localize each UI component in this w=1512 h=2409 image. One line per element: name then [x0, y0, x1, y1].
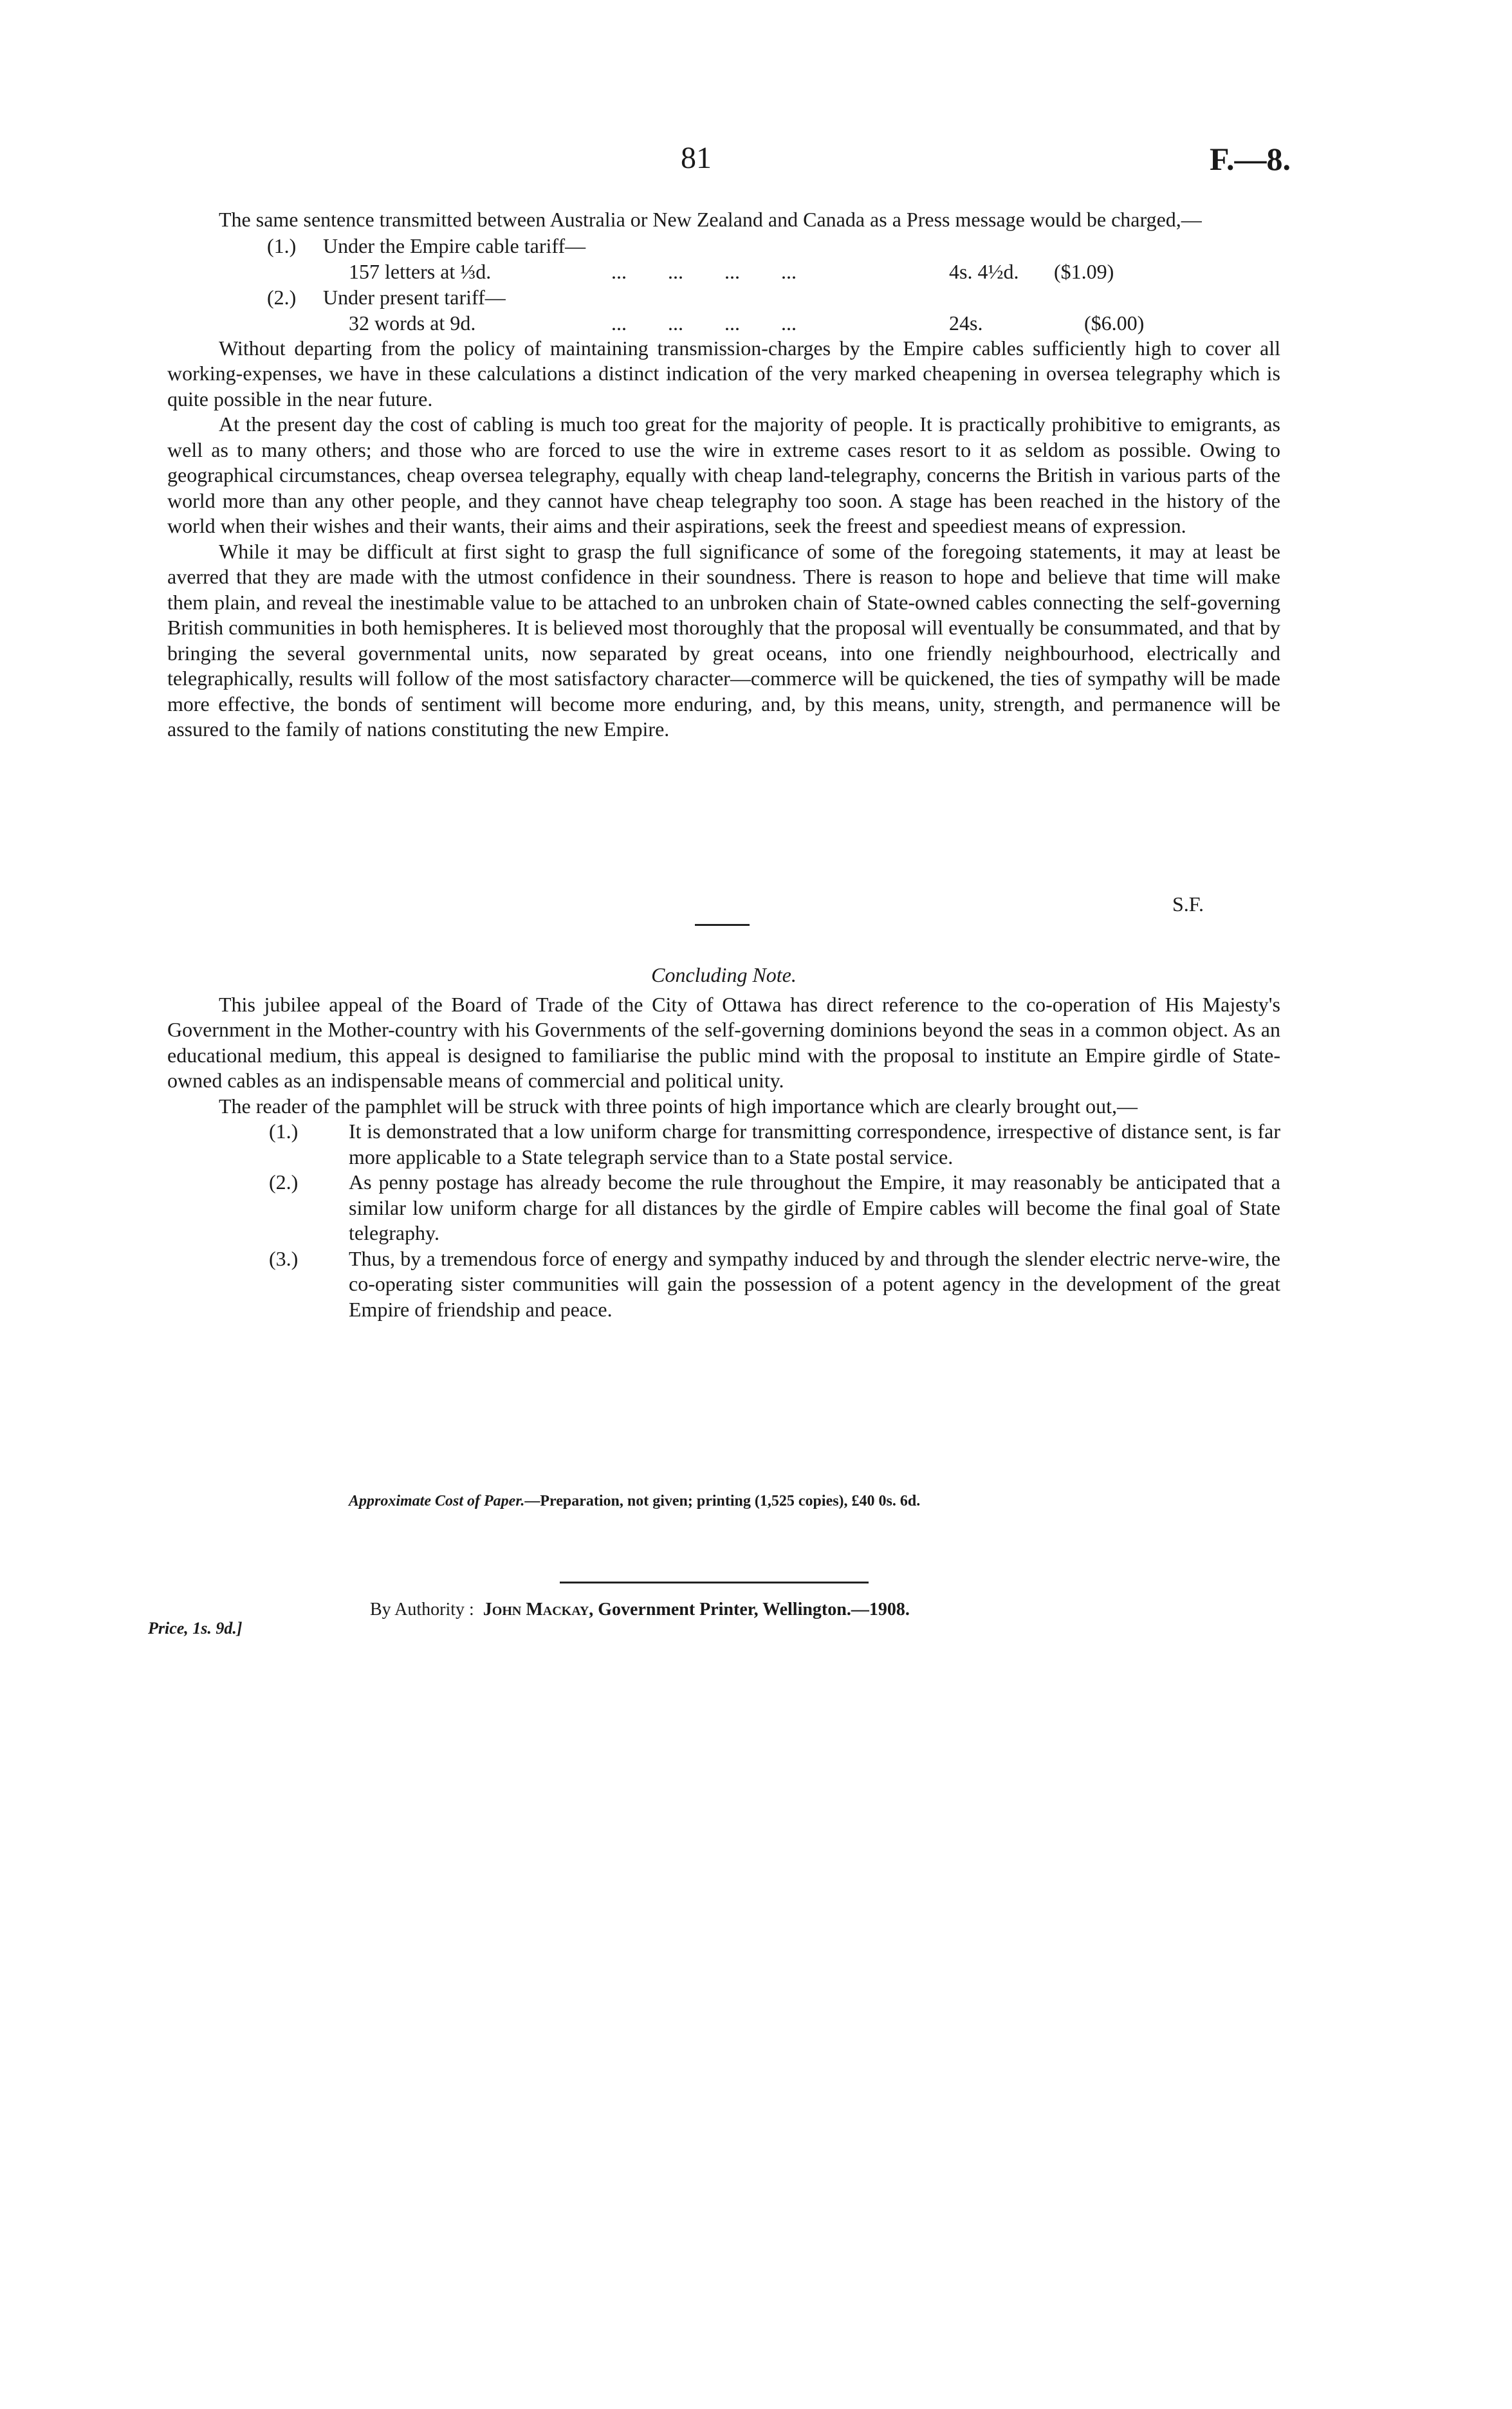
price: Price, 1s. 9d.] [148, 1619, 243, 1638]
cost-note [349, 1493, 920, 1510]
tariff-1-amount: 4s. 4½d. [949, 259, 1019, 283]
list-number: (1.) [269, 1120, 299, 1143]
tariff-2-detail: 32 words at 9d. [349, 311, 476, 335]
tariff-2-label: Under present tariff— [323, 285, 506, 309]
list-number: (3.) [269, 1246, 299, 1270]
document-reference: F.—8. [1210, 141, 1291, 177]
tariff-2-dollars: ($6.00) [1084, 311, 1145, 335]
list-item [167, 1170, 1280, 1246]
list-text: Thus, by a tremendous force of energy and sympathy induced by and through the slender electric nerve-wire, the co-operating sister communities will gain the possession of a potent agency in the development of the great Empire of friendship and peace. [349, 1246, 1280, 1321]
tariff-2-number: (2.) [267, 285, 297, 309]
intro-section [167, 207, 1280, 743]
concluding-lead: The reader of the pamphlet will be struck with three points of high importance which are clearly brought out,— [219, 1094, 1138, 1118]
concluding-paragraph: This jubilee appeal of the Board of Trade of the City of Ottawa has direct reference to the co-operation of His Majesty's Government in the Mother-country with his Governments of the self-governing dominions beyond the seas in a common object. As an educational medium, this appeal is designed to familiarise the public mind with the proposal to institute an Empire girdle of State-owned cables as an indispensable means of commercial and political unity. [167, 992, 1280, 1092]
list-item [167, 1119, 1280, 1170]
tariff-2-amount: 24s. [949, 311, 983, 335]
list-item [167, 1246, 1280, 1323]
list-number: (2.) [269, 1170, 299, 1194]
tariff-1-label: Under the Empire cable tariff— [323, 234, 586, 257]
signature: S.F. [1172, 892, 1204, 916]
authority-prefix: By Authority : [370, 1600, 474, 1620]
body-paragraph: While it may be difficult at first sight to grasp the full significance of some of the foregoing statements, it may at least be averred that they are made with the utmost confidence in their soundness. There is reason to hope and believe that time will make them plain, and reveal the inestimable value to be attached to an unbroken chain of State-owned cables connecting the self-governing British communities in both hemispheres. It is believed most thoroughly that the proposal will eventually be consummated, and that by bringing the several governmental units, now separated by great oceans, into one friendly neighbourhood, electrically and telegraphically, results will follow of the most satisfactory character—commerce will be quickened, the ties of sympathy will be made more effective, the bonds of sentiment will become more enduring, and, by this means, unity, strength, and permanence will be assured to the family of nations constituting the new Empire. [167, 539, 1280, 741]
cost-label: Approximate Cost of Paper. [349, 1493, 525, 1509]
tariff-1-number: (1.) [267, 234, 297, 257]
tariff-1-leader: ... ... ... ... [611, 259, 797, 283]
section-divider [695, 924, 750, 926]
concluding-heading: Concluding Note. [651, 963, 797, 986]
footer-rule [560, 1582, 869, 1583]
printer-authority [370, 1600, 910, 1620]
tariff-table [167, 233, 1280, 336]
tariff-2-leader: ... ... ... ... [611, 311, 797, 335]
intro-paragraph: The same sentence transmitted between Australia or New Zealand and Canada as a Press message would be charged,— [219, 208, 1202, 231]
tariff-1-detail: 157 letters at ⅓d. [349, 259, 492, 283]
list-text: It is demonstrated that a low uniform charge for transmitting correspondence, irrespective of distance sent, is far more applicable to a State telegraph service than to a State postal service. [349, 1120, 1280, 1168]
page-number: 81 [681, 141, 712, 175]
list-text: As penny postage has already become the rule throughout the Empire, it may reasonably be anticipated that a similar low uniform charge for all distances by the girdle of Empire cables will become the final goal of State telegraphy. [349, 1170, 1280, 1244]
concluding-section [167, 963, 1280, 1322]
printer-suffix: , Government Printer, Wellington.—1908. [589, 1600, 910, 1620]
body-paragraph: At the present day the cost of cabling is much too great for the majority of people. It is practically prohibitive to emigrants, as well as to many others; and those who are forced to use the wire in extreme cases resort to it as seldom as possible. Owing to geographical circumstances, cheap oversea telegraphy, equally with cheap land-telegraphy, concerns the British in various parts of the world more than any other people, and they cannot have cheap telegraphy too soon. A stage has been reached in the history of the world when their wishes and their wants, their aims and their aspirations, seek the freest and speediest means of expression. [167, 412, 1280, 537]
tariff-1-dollars: ($1.09) [1054, 259, 1114, 283]
body-paragraph: Without departing from the policy of maintaining transmission-charges by the Empire cables sufficiently high to cover all working-expenses, we have in these calculations a distinct indication of the very marked cheapening in oversea telegraphy which is quite possible in the near future. [167, 336, 1280, 411]
printer-name: John Mackay [483, 1600, 589, 1620]
cost-text: —Preparation, not given; printing (1,525 copies), £40 0s. 6d. [524, 1493, 921, 1509]
